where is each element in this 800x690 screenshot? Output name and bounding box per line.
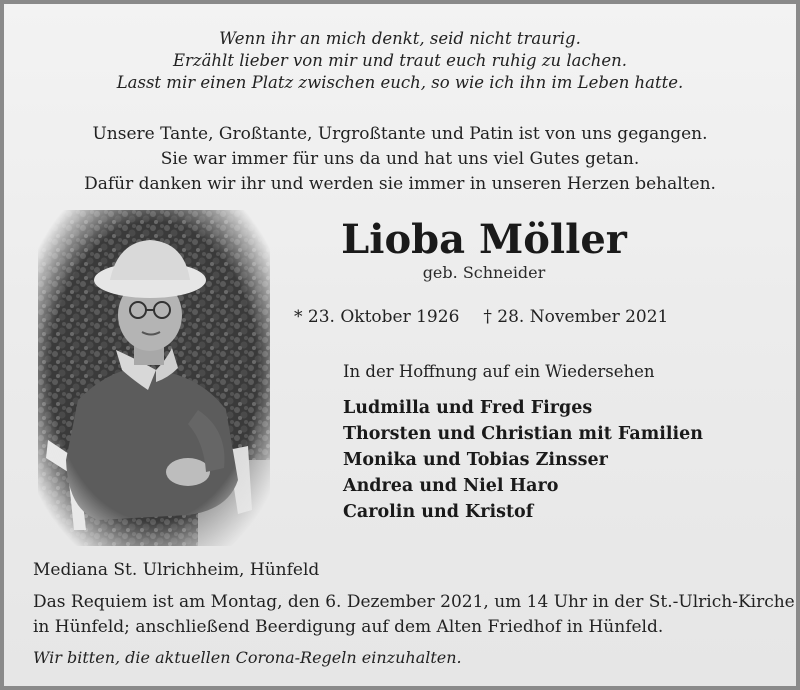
corona-note: Wir bitten, die aktuellen Corona-Regeln einzuhalten.: [33, 648, 462, 667]
family-member: Andrea und Niel Haro: [343, 476, 559, 496]
family-list: [343, 395, 703, 525]
hope-text: In der Hoffnung auf ein Wiedersehen: [343, 362, 655, 381]
birth-date: * 23. Oktober 1926: [294, 307, 460, 327]
requiem-line: in Hünfeld; anschließend Beerdigung auf dem Alten Friedhof in Hünfeld.: [33, 617, 664, 637]
requiem-line: Das Requiem ist am Montag, den 6. Dezember 2021, um 14 Uhr in der St.-Ulrich-Kirche: [33, 592, 795, 612]
family-member: Thorsten und Christian mit Familien: [343, 424, 704, 444]
intro-line: Sie war immer für uns da und hat uns viel Gutes getan.: [160, 149, 640, 169]
family-member: Ludmilla und Fred Firges: [343, 398, 593, 418]
family-member: Carolin und Kristof: [343, 502, 534, 522]
poem-line: Wenn ihr an mich denkt, seid nicht traurig.: [219, 29, 581, 48]
poem-line: Erzählt lieber von mir und traut euch ruhig zu lachen.: [172, 51, 628, 70]
portrait-photo: [38, 210, 270, 546]
intro-line: Unsere Tante, Großtante, Urgroßtante und Patin ist von uns gegangen.: [92, 124, 708, 144]
life-dates: [294, 307, 668, 327]
poem: [4, 28, 796, 94]
death-date: † 28. November 2021: [483, 307, 669, 327]
intro-line: Dafür danken wir ihr und werden sie immer in unseren Herzen behalten.: [84, 174, 716, 194]
deceased-name: Lioba Möller: [341, 216, 627, 263]
intro-text: [4, 122, 796, 197]
location: Mediana St. Ulrichheim, Hünfeld: [33, 560, 320, 580]
maiden-name: geb. Schneider: [422, 263, 546, 282]
poem-line: Lasst mir einen Platz zwischen euch, so wie ich ihn im Leben hatte.: [116, 73, 684, 92]
family-member: Monika und Tobias Zinsser: [343, 450, 608, 470]
requiem-info: [33, 590, 793, 640]
